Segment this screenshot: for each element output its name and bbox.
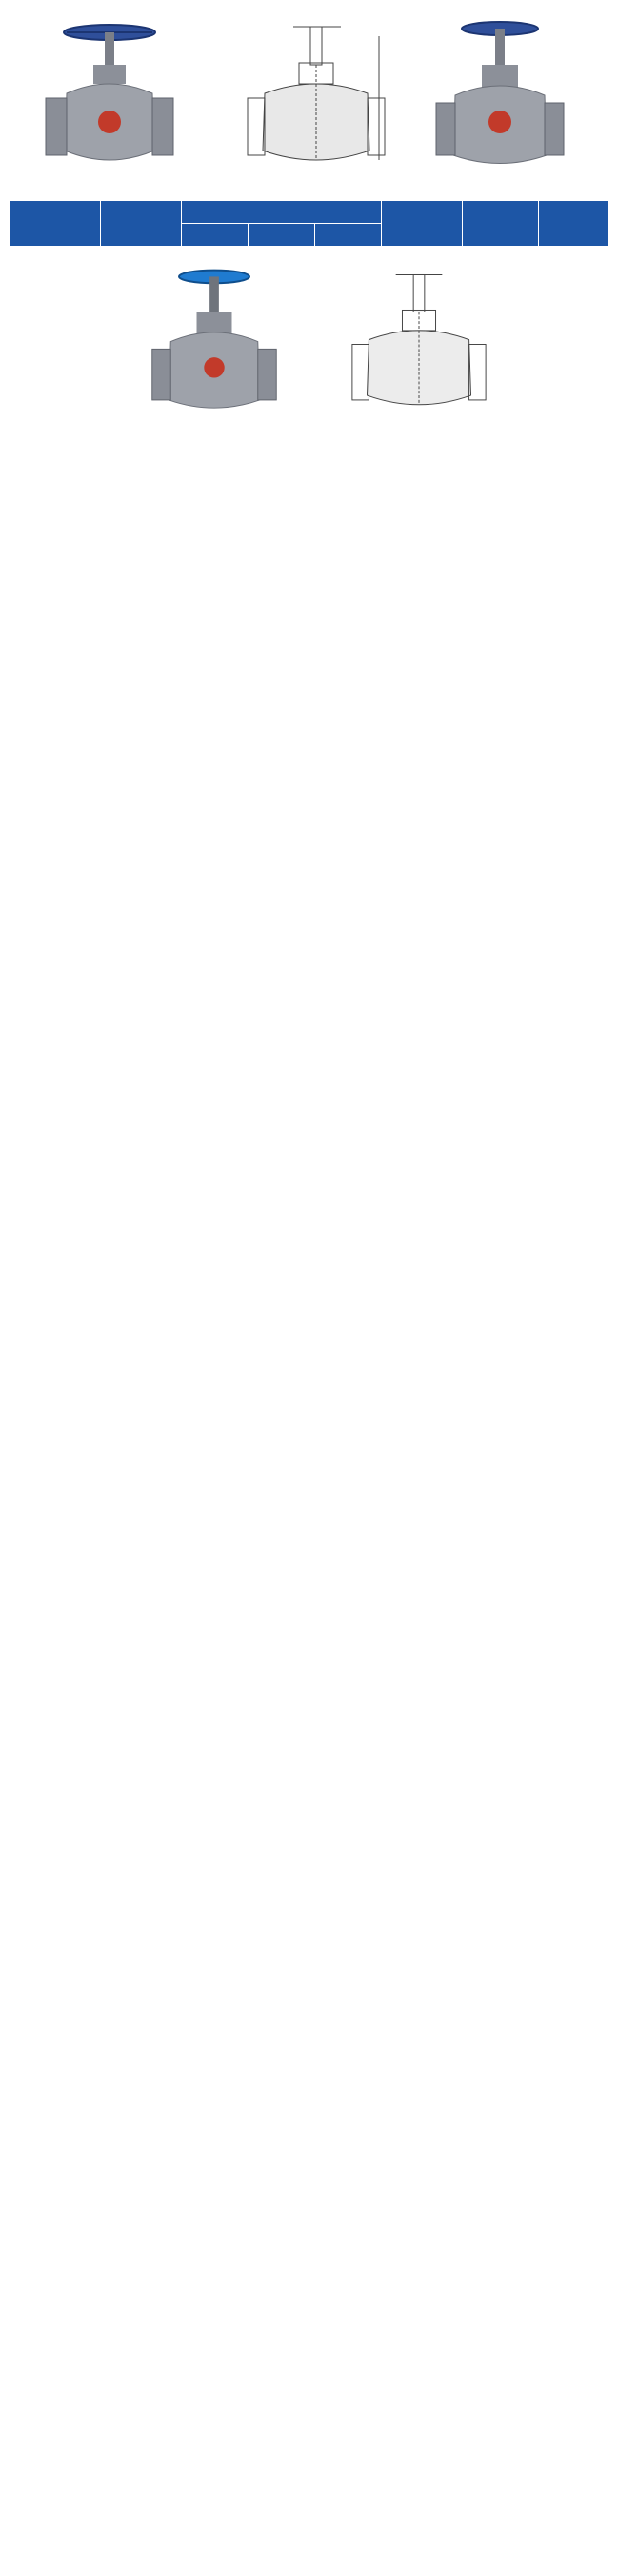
spec-header-test-pressure	[182, 201, 382, 224]
spec-table	[10, 200, 609, 247]
product-images-top	[0, 0, 618, 200]
valve-drawing-middle	[343, 256, 495, 433]
spec-header-model	[10, 201, 101, 247]
spec-header-shell	[182, 224, 249, 247]
spec-header-seal-liquid	[249, 224, 315, 247]
spec-header-medium	[382, 201, 463, 247]
valve-photo-side	[429, 8, 571, 189]
spec-header-high-temp	[539, 201, 609, 247]
valve-photo-front	[38, 8, 181, 189]
spec-header-temperature	[463, 201, 539, 247]
spec-header-seal-gas	[315, 224, 382, 247]
spec-header-pressure	[101, 201, 182, 247]
valve-drawing-section	[236, 8, 398, 189]
valve-photo-blue	[143, 256, 286, 433]
product-images-middle	[0, 252, 618, 438]
